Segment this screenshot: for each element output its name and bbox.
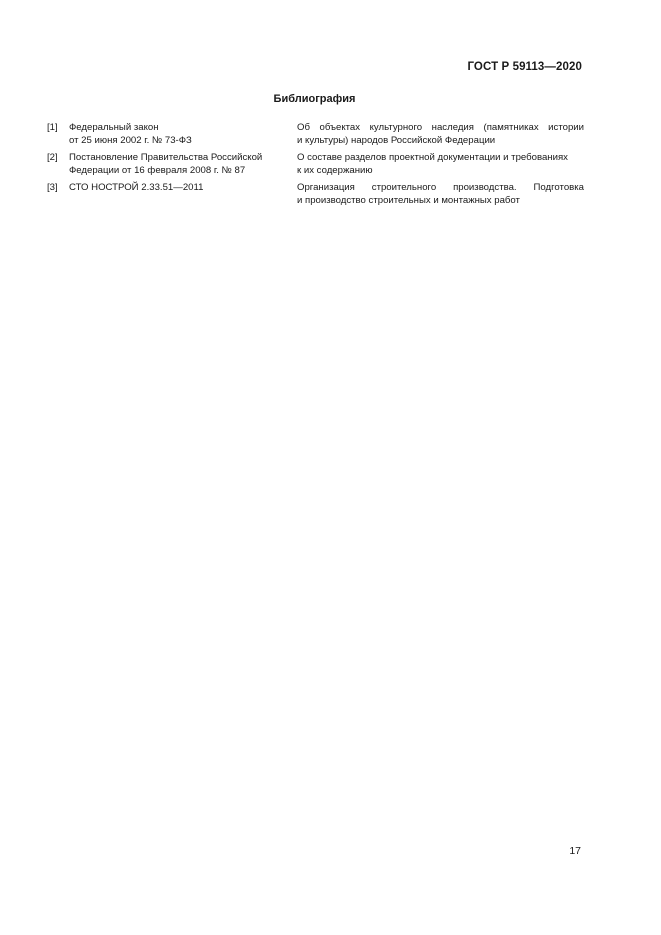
- bibliography-list: [47, 122, 584, 212]
- page-number: 17: [569, 845, 581, 857]
- entry-reference-line: СТО НОСТРОЙ 2.33.51—2011: [69, 182, 204, 193]
- bibliography-entry: [47, 122, 584, 147]
- entry-reference-line: Постановление Правительства Российской: [69, 152, 263, 163]
- entry-title: [297, 122, 584, 147]
- entry-reference: [69, 182, 297, 207]
- entry-reference-line: Федерации от 16 февраля 2008 г. № 87: [69, 164, 246, 176]
- entry-title: [297, 182, 584, 207]
- entry-number: [1]: [47, 122, 58, 133]
- entry-title-line: Организация строительного производства. Подготовка: [297, 182, 584, 193]
- entry-title-line: к их содержанию: [297, 164, 373, 176]
- entry-title-line: и производство строительных и монтажных работ: [297, 194, 520, 206]
- bibliography-entry: [47, 152, 584, 177]
- document-code: ГОСТ Р 59113—2020: [467, 61, 582, 73]
- entry-title-line: Об объектах культурного наследия (памятниках истории: [297, 122, 584, 133]
- section-title: Библиография: [273, 93, 356, 105]
- entry-reference: [69, 122, 297, 147]
- entry-title-line: и культуры) народов Российской Федерации: [297, 134, 496, 146]
- entry-title-line: О составе разделов проектной документации и требованиях: [297, 152, 568, 163]
- entry-title: [297, 152, 584, 177]
- entry-reference: [69, 152, 297, 177]
- entry-number: [2]: [47, 152, 58, 163]
- bibliography-entry: [47, 182, 584, 207]
- entry-reference-line: от 25 июня 2002 г. № 73-ФЗ: [69, 134, 192, 146]
- entry-reference-line: Федеральный закон: [69, 122, 159, 133]
- entry-number: [3]: [47, 182, 58, 193]
